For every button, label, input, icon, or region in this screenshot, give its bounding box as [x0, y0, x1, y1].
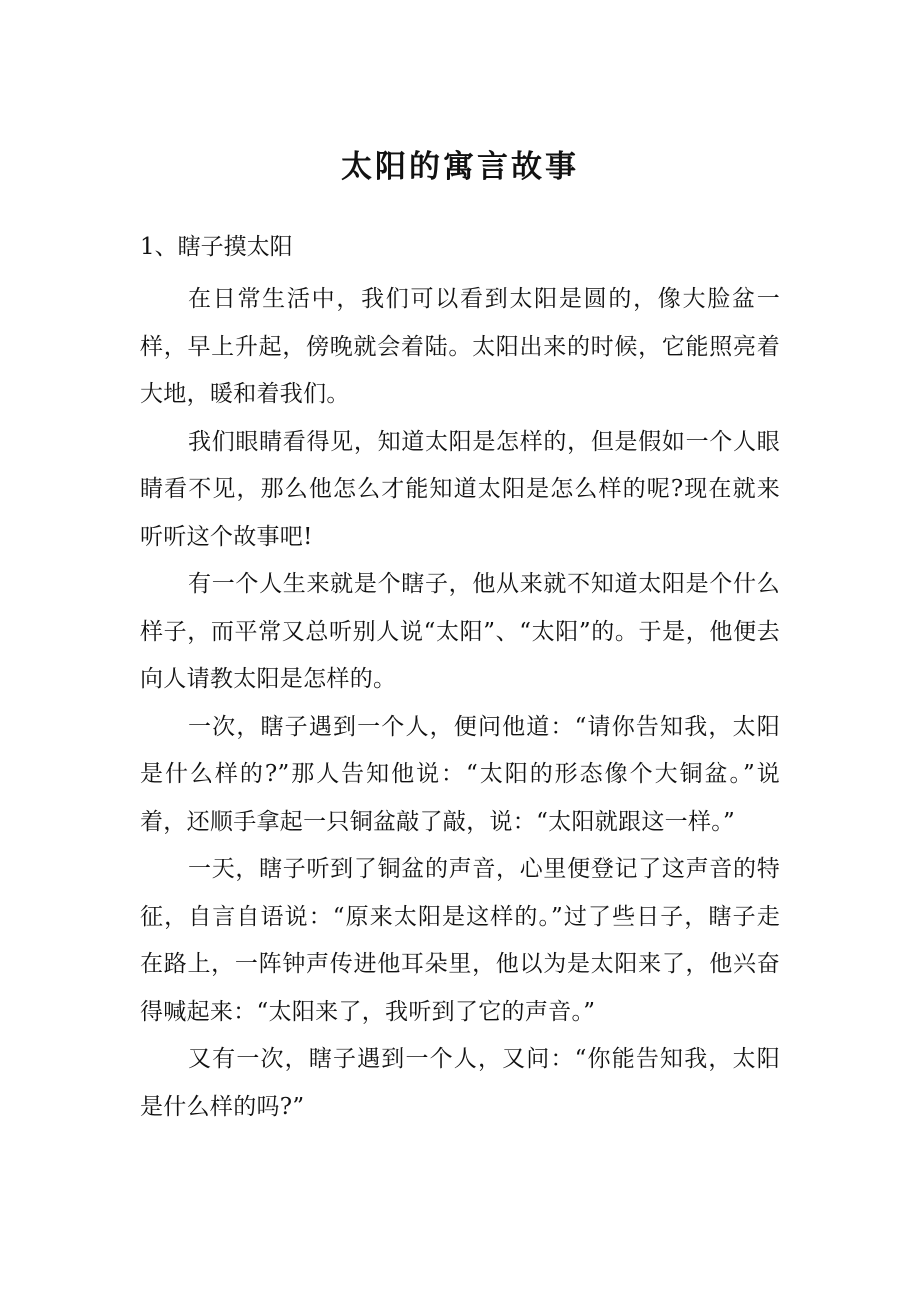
paragraph: 我们眼睛看得见，知道太阳是怎样的，但是假如一个人眼睛看不见，那么他怎么才能知道太阳是怎么样的呢?现在就来听听这个故事吧!	[140, 428, 780, 550]
paragraph: 一天，瞎子听到了铜盆的声音，心里便登记了这声音的特征，自言自语说：“原来太阳是这样的。”过了些日子，瞎子走在路上，一阵钟声传进他耳朵里，他以为是太阳来了，他兴奋得喊起来：“太阳来了，我听到了它的声音。”	[140, 856, 780, 1025]
paragraph: 在日常生活中，我们可以看到太阳是圆的，像大脸盆一样，早上升起，傍晚就会着陆。太阳出来的时候，它能照亮着大地，暖和着我们。	[140, 286, 780, 407]
paragraph: 一次，瞎子遇到一个人，便问他道：“请你告知我，太阳是什么样的?”那人告知他说：“太阳的形态像个大铜盆。”说着，还顺手拿起一只铜盆敲了敲，说：“太阳就跟这一样。”	[140, 713, 780, 835]
document-body	[140, 276, 780, 1131]
document-title: 太阳的寓言故事	[341, 149, 579, 185]
section-heading: 1、瞎子摸太阳	[140, 234, 293, 260]
paragraph: 又有一次，瞎子遇到一个人，又问：“你能告知我，太阳是什么样的吗?”	[140, 1046, 780, 1120]
paragraph: 有一个人生来就是个瞎子，他从来就不知道太阳是个什么样子，而平常又总听别人说“太阳”、“太阳”的。于是，他便去向人请教太阳是怎样的。	[140, 571, 780, 692]
